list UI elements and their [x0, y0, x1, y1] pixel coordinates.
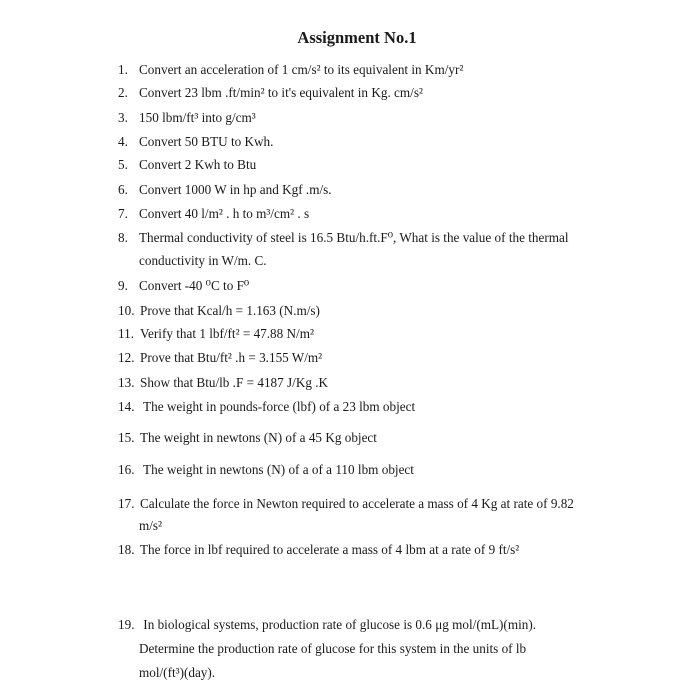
- list-item-1: [118, 58, 463, 81]
- list-item-6: [118, 178, 332, 201]
- item-number: 3.: [118, 110, 128, 125]
- list-item-5: [118, 153, 256, 176]
- item-text: Convert 2 Kwh to Btu: [139, 157, 257, 172]
- list-item-18: [118, 538, 519, 561]
- item-text: Convert an acceleration of 1 cm/s² to its equivalent in Km/yr²: [139, 62, 464, 77]
- list-item-4: [118, 130, 273, 153]
- item-text: Thermal conductivity of steel is 16.5 Btu/h.ft.F⁰, What is the value of the thermal: [139, 230, 569, 245]
- item-text: Verify that 1 lbf/ft² = 47.88 N/m²: [140, 326, 314, 341]
- item-text: Calculate the force in Newton required to accelerate a mass of 4 Kg at rate of 9.82: [140, 496, 574, 511]
- item-text: The weight in pounds-force (lbf) of a 23 lbm object: [140, 399, 416, 414]
- item-number: 8.: [118, 230, 128, 245]
- item-number: 17.: [118, 496, 135, 511]
- item-number: 13.: [118, 375, 135, 390]
- item-number: 4.: [118, 134, 128, 149]
- item-text: Convert 40 l/m² . h to m³/cm² . s: [139, 206, 310, 221]
- list-item-8: [118, 226, 569, 249]
- list-item-3: [118, 106, 256, 129]
- list-item-8-continuation: conductivity in W/m. C.: [139, 253, 267, 268]
- item-number: 15.: [118, 430, 135, 445]
- item-text: Show that Btu/lb .F = 4187 J/Kg .K: [140, 375, 329, 390]
- list-item-9: [118, 274, 249, 297]
- list-item-19-continuation-2: mol/(ft³)(day).: [139, 665, 216, 680]
- item-text: In biological systems, production rate of glucose is 0.6 μg mol/(mL)(min).: [140, 617, 537, 632]
- item-number: 1.: [118, 62, 128, 77]
- item-text: Prove that Kcal/h = 1.163 (N.m/s): [140, 303, 320, 318]
- item-text: The force in lbf required to accelerate a mass of 4 lbm at a rate of 9 ft/s²: [140, 542, 520, 557]
- item-text: 150 lbm/ft³ into g/cm³: [139, 110, 256, 125]
- list-item-16: [118, 458, 414, 481]
- item-text: Convert 50 BTU to Kwh.: [139, 134, 274, 149]
- list-item-15: [118, 426, 377, 449]
- list-item-2: [118, 81, 423, 104]
- list-item-14: [118, 395, 415, 418]
- item-number: 19.: [118, 617, 135, 632]
- list-item-7: [118, 202, 309, 225]
- list-item-12: [118, 346, 322, 369]
- item-number: 14.: [118, 399, 135, 414]
- item-number: 6.: [118, 182, 128, 197]
- item-number: 11.: [118, 326, 134, 341]
- item-text: Convert -40 ⁰C to F⁰: [139, 278, 250, 293]
- item-text: The weight in newtons (N) of a of a 110 lbm object: [140, 462, 414, 477]
- list-item-13: [118, 371, 328, 394]
- item-text: Convert 1000 W in hp and Kgf .m/s.: [139, 182, 332, 197]
- list-item-17-continuation: m/s²: [139, 518, 163, 533]
- item-number: 12.: [118, 350, 135, 365]
- list-item-19-continuation: Determine the production rate of glucose for this system in the units of lb: [139, 641, 527, 656]
- item-text: Convert 23 lbm .ft/min² to it's equivalent in Kg. cm/s²: [139, 85, 423, 100]
- item-number: 5.: [118, 157, 128, 172]
- page-title: Assignment No.1: [297, 28, 417, 47]
- item-number: 16.: [118, 462, 135, 477]
- list-item-11: [118, 322, 314, 345]
- list-item-10: [118, 299, 320, 322]
- list-item-17: [118, 492, 574, 515]
- item-number: 18.: [118, 542, 135, 557]
- list-item-19: [118, 613, 536, 636]
- item-number: 10.: [118, 303, 135, 318]
- item-text: Prove that Btu/ft² .h = 3.155 W/m²: [140, 350, 323, 365]
- item-number: 2.: [118, 85, 128, 100]
- item-number: 9.: [118, 278, 128, 293]
- item-number: 7.: [118, 206, 128, 221]
- item-text: The weight in newtons (N) of a 45 Kg object: [140, 430, 377, 445]
